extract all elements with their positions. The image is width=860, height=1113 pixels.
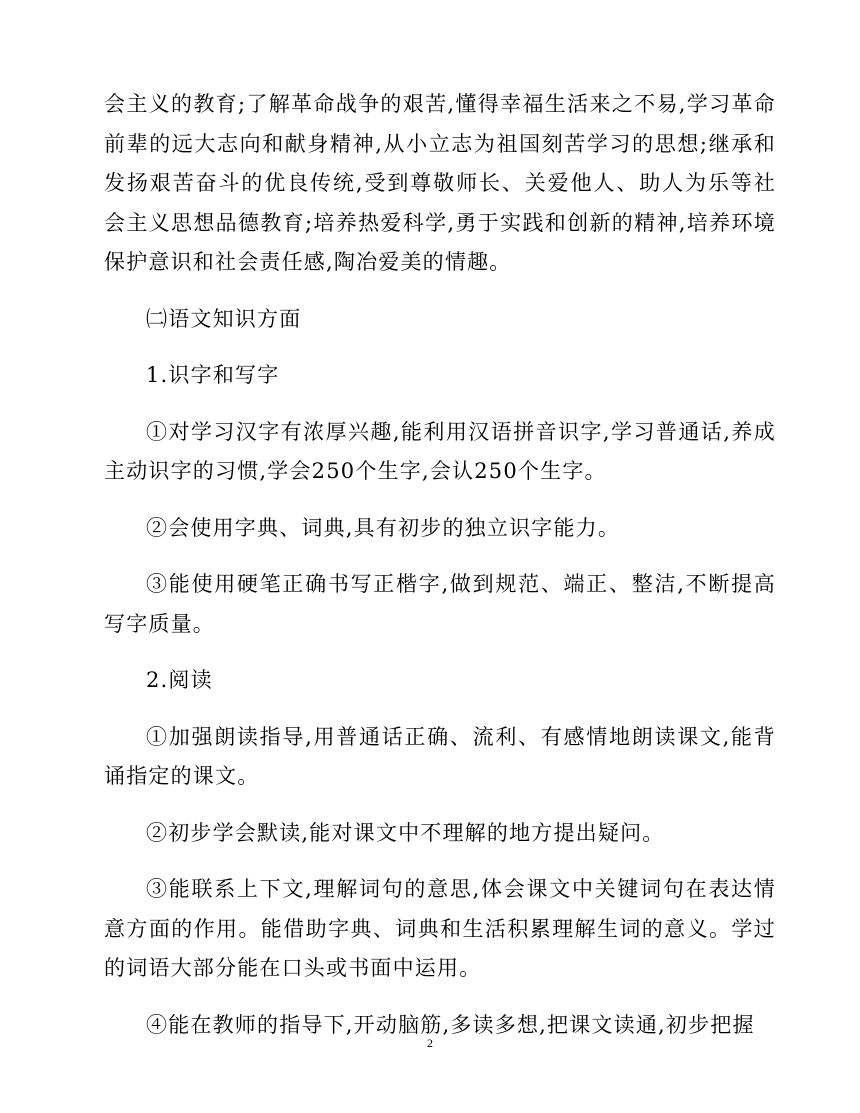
heading-literacy-writing: 1.识字和写字 [146, 363, 280, 387]
paragraph-literacy-3: ③能使用硬笔正确书写正楷字,做到规范、端正、整洁,不断提高写字质量。 [104, 572, 776, 636]
heading-reading: 2.阅读 [146, 668, 213, 692]
paragraph-reading-2: ②初步学会默读,能对课文中不理解的地方提出疑问。 [146, 820, 665, 845]
paragraph-moral-education: 会主义的教育;了解革命战争的艰苦,懂得幸福生活来之不易,学习革命前辈的远大志向和献身精神,从小立志为祖国刻苦学习的思想;继承和发扬艰苦奋斗的优良传统,受到尊敬师长、关爱他人、助人为乐等社会主义思想品德教育;培养热爱科学,勇于实践和创新的精神,培养环境保护意识和社会责任感,陶冶爱美的情趣。 [104, 92, 776, 274]
page-number: 2 [427, 1036, 433, 1050]
paragraph-reading-1: ①加强朗读指导,用普通话正确、流利、有感情地朗读课文,能背诵指定的课文。 [104, 724, 776, 788]
document-body [104, 85, 776, 1045]
paragraph-reading-3: ③能联系上下文,理解词句的意思,体会课文中关键词句在表达情意方面的作用。能借助字典、词典和生活积累理解生词的意义。学过的词语大部分能在口头或书面中运用。 [104, 877, 776, 980]
heading-language-knowledge: ㈡语文知识方面 [146, 306, 302, 331]
paragraph-reading-4: ④能在教师的指导下,开动脑筋,多读多想,把课文读通,初步把握 [146, 1012, 755, 1037]
paragraph-literacy-2: ②会使用字典、词典,具有初步的独立识字能力。 [146, 515, 621, 540]
paragraph-literacy-1: ①对学习汉字有浓厚兴趣,能利用汉语拼音识字,学习普通话,养成主动识字的习惯,学会250个生字,会认250个生字。 [104, 419, 776, 483]
